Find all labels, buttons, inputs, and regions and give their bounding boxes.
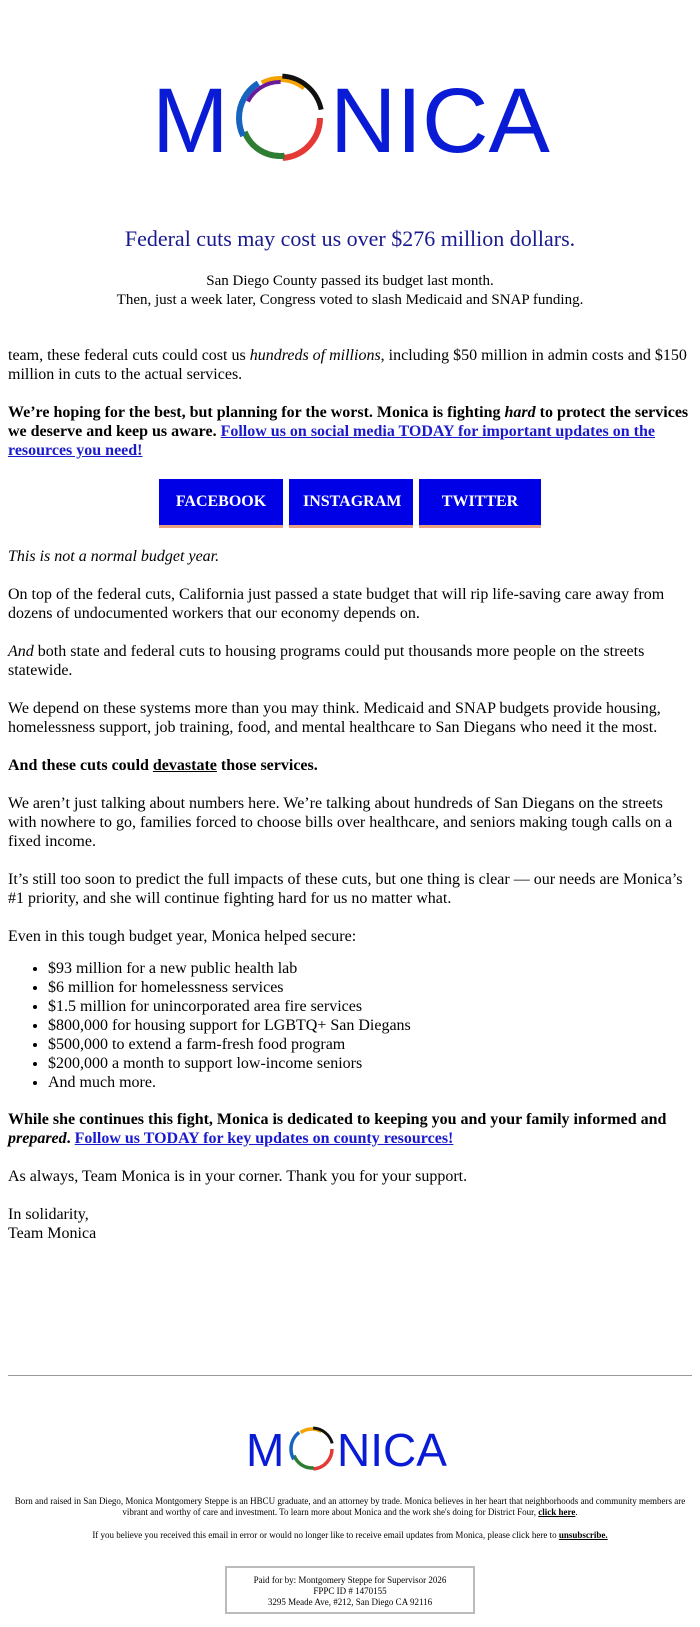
list-item: • And much more. (48, 1073, 692, 1092)
learn-more-link[interactable]: click here (538, 1507, 576, 1517)
subheadline (0, 272, 700, 310)
paragraph-6: We depend on these systems more than you may think. Medicaid and SNAP budgets provide housing, homelessness support, job training, food, and mental healthcare to San Diegans who need it the most. (8, 700, 661, 736)
paragraph-3: This is not a normal budget year. (8, 548, 220, 565)
twitter-button[interactable]: TWITTER (419, 479, 541, 528)
logo-letter-m: M (152, 70, 229, 172)
paragraph-10: Even in this tough budget year, Monica helped secure: (8, 928, 357, 945)
paid-line-1: Paid for by: Montgomery Steppe for Supervisor 2026 (253, 1575, 447, 1585)
signoff-line-2: Team Monica (8, 1225, 97, 1242)
funding-list (8, 959, 692, 1092)
paragraph-11: While she continues this fight, Monica is dedicated to keeping you and your family informed and prepared. Follow us TODAY for key updates on county resources! (8, 1111, 667, 1147)
list-item: • $1.5 million for unincorporated area fire services (48, 997, 692, 1016)
list-item: • $200,000 a month to support low-income seniors (48, 1054, 692, 1073)
list-item: • $6 million for homelessness services (48, 978, 692, 997)
paragraph-5: And both state and federal cuts to housing programs could put thousands more people on the streets statewide. (8, 643, 645, 679)
paid-line-3: 3295 Meade Ave, #212, San Diego CA 92116 (267, 1597, 433, 1607)
footer-text (8, 1496, 692, 1541)
instagram-button[interactable]: INSTAGRAM (289, 479, 413, 528)
paragraph-9: It’s still too soon to predict the full impacts of these cuts, but one thing is clear — our needs are Monica’s #1 priority, and she will continue fighting hard for us no matter what. (8, 871, 683, 907)
social-buttons (8, 479, 692, 529)
email-body (8, 346, 692, 1262)
list-item: • $93 million for a new public health lab (48, 959, 692, 978)
paid-for-box (225, 1566, 475, 1614)
list-item: • $500,000 to extend a farm-fresh food program (48, 1035, 692, 1054)
footer-logo-letters-nica: NICA (337, 1424, 447, 1476)
footer-logo-letter-m: M (246, 1424, 285, 1476)
list-item: • $800,000 for housing support for LGBTQ+ San Diegans (48, 1016, 692, 1035)
logo-ring (238, 76, 322, 160)
unsubscribe-link[interactable]: unsubscribe. (558, 1530, 608, 1540)
paragraph-2: We’re hoping for the best, but planning for the worst. Monica is fighting hard to protect the services we deserve and keep us aware. Follow us on social media TODAY for important updates on the resources you need! (8, 404, 689, 459)
signoff-line-1: In solidarity, (8, 1206, 89, 1223)
paragraph-4: On top of the federal cuts, California just passed a state budget that will rip life-saving care away from dozens of undocumented workers that our economy depends on. (8, 586, 665, 622)
footer-unsubscribe: If you believe you received this email in error or would no longer like to receive email updates from Monica, please click here to unsubscribe. (92, 1530, 608, 1540)
footer-bio: Born and raised in San Diego, Monica Montgomery Steppe is an HBCU graduate, and an attorney by trade. Monica believes in her heart that neighborhoods and community members are vibrant and worthy of care and investment. To learn more about Monica and the work she's doing for District Four, click here. (14, 1496, 686, 1517)
social-follow-link[interactable]: Follow us on social media TODAY for important updates on the resources you need! (8, 423, 655, 459)
facebook-button[interactable]: FACEBOOK (159, 479, 283, 528)
paid-line-2: FPPC ID # 1470155 (313, 1586, 387, 1596)
logo-letters-nica: NICA (330, 70, 550, 172)
paragraph-1: team, these federal cuts could cost us hundreds of millions, including $50 million in admin costs and $150 million in cuts to the actual services. (8, 347, 687, 383)
county-updates-link[interactable]: Follow us TODAY for key updates on county resources! (74, 1130, 454, 1147)
monica-logo (0, 0, 700, 200)
paragraph-7: And these cuts could devastate those services. (8, 757, 318, 774)
paragraph-8: We aren’t just talking about numbers here. We’re talking about hundreds of San Diegans on the streets with nowhere to go, families forced to choose bills over healthcare, and seniors making tough calls on a fixed income. (8, 795, 673, 850)
footer-logo-ring (291, 1428, 333, 1470)
subheadline-line-1: San Diego County passed its budget last month. (206, 273, 494, 289)
subheadline-line-2: Then, just a week later, Congress voted to slash Medicaid and SNAP funding. (116, 292, 584, 308)
footer-monica-logo (0, 1405, 700, 1485)
headline: Federal cuts may cost us over $276 million dollars. (124, 226, 576, 251)
footer-divider (8, 1375, 692, 1376)
paragraph-12: As always, Team Monica is in your corner. Thank you for your support. (8, 1168, 468, 1185)
signoff (8, 1205, 692, 1243)
